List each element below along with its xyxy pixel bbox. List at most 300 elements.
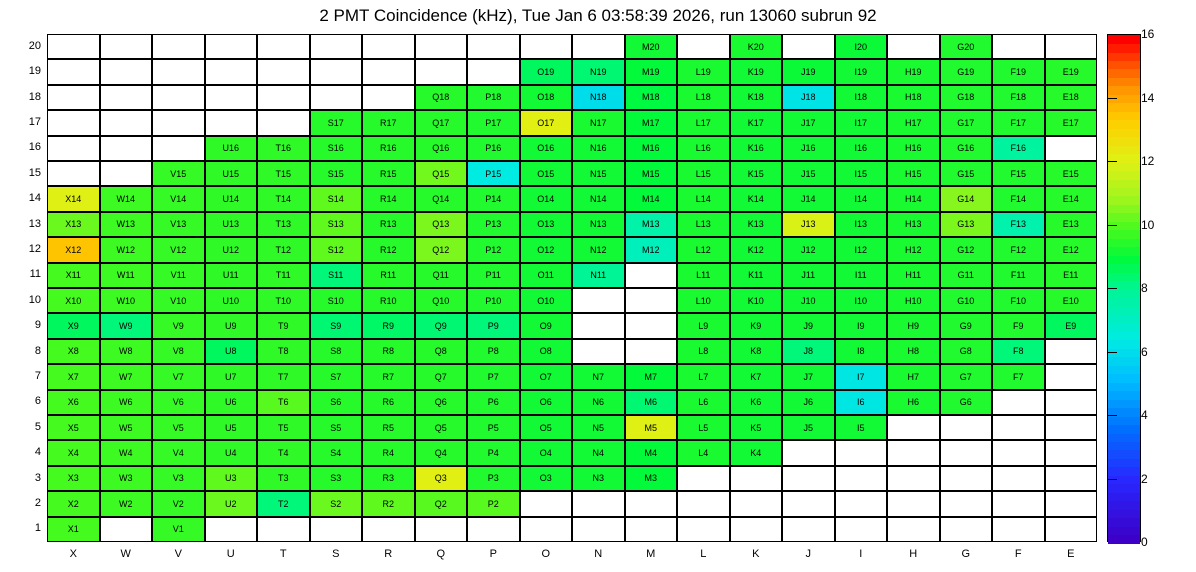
heatmap-cell: K13 — [730, 212, 783, 237]
heatmap-cell: J11 — [782, 263, 835, 288]
colorbar-segment — [1108, 424, 1140, 433]
heatmap-cell: V7 — [152, 364, 205, 389]
heatmap-cell: Q7 — [415, 364, 468, 389]
heatmap-cell: K17 — [730, 110, 783, 135]
colorbar-segment — [1108, 441, 1140, 450]
column-tick-label: W — [120, 548, 131, 560]
heatmap-cell: T6 — [257, 390, 310, 415]
heatmap-cell: T9 — [257, 313, 310, 338]
heatmap-cell: H8 — [887, 339, 940, 364]
column-tick-label: P — [489, 548, 497, 560]
colorbar-segment — [1108, 264, 1140, 273]
heatmap-cell: W13 — [100, 212, 153, 237]
heatmap-cell-empty — [677, 517, 730, 542]
heatmap-cell: W6 — [100, 390, 153, 415]
colorbar-segment — [1108, 238, 1140, 247]
heatmap-cell: E14 — [1045, 186, 1098, 211]
heatmap-cell: R13 — [362, 212, 415, 237]
heatmap-cell: W2 — [100, 491, 153, 516]
heatmap-cell: K10 — [730, 288, 783, 313]
heatmap-cell: F19 — [992, 59, 1045, 84]
heatmap-cell: O9 — [520, 313, 573, 338]
heatmap-cell: I20 — [835, 34, 888, 59]
heatmap-cell: J12 — [782, 237, 835, 262]
heatmap-cell: H11 — [887, 263, 940, 288]
colorbar-segment — [1108, 289, 1140, 298]
heatmap-cell: T11 — [257, 263, 310, 288]
heatmap-cell: K4 — [730, 440, 783, 465]
heatmap-cell: W12 — [100, 237, 153, 262]
heatmap-cell: N4 — [572, 440, 625, 465]
heatmap-cell: X4 — [47, 440, 100, 465]
heatmap-cell-empty — [467, 59, 520, 84]
heatmap-cell: L17 — [677, 110, 730, 135]
heatmap-cell: M3 — [625, 466, 678, 491]
heatmap-cell: H17 — [887, 110, 940, 135]
heatmap-cell: K6 — [730, 390, 783, 415]
heatmap-cell: G14 — [940, 186, 993, 211]
heatmap-cell: Q10 — [415, 288, 468, 313]
heatmap-cell: X2 — [47, 491, 100, 516]
heatmap-cell: W14 — [100, 186, 153, 211]
heatmap-cell: T12 — [257, 237, 310, 262]
colorbar-segment — [1108, 433, 1140, 442]
heatmap-cell: X6 — [47, 390, 100, 415]
heatmap-cell: V12 — [152, 237, 205, 262]
heatmap-cell: M4 — [625, 440, 678, 465]
heatmap-cell-empty — [1045, 136, 1098, 161]
heatmap-cell: F14 — [992, 186, 1045, 211]
heatmap-cell: L16 — [677, 136, 730, 161]
heatmap-cell: L10 — [677, 288, 730, 313]
heatmap-cell-empty — [310, 34, 363, 59]
heatmap-cell-empty — [992, 466, 1045, 491]
colorbar-segment — [1108, 69, 1140, 78]
heatmap-cell-empty — [47, 110, 100, 135]
heatmap-cell-empty — [152, 110, 205, 135]
heatmap-cell: R11 — [362, 263, 415, 288]
heatmap-cell-empty — [835, 466, 888, 491]
colorbar-tick-label: 2 — [1141, 471, 1148, 486]
colorbar-segment — [1108, 475, 1140, 484]
heatmap-cell: R12 — [362, 237, 415, 262]
column-tick-label: U — [226, 548, 235, 560]
heatmap-cell: L8 — [677, 339, 730, 364]
colorbar-segment — [1108, 137, 1140, 146]
colorbar-segment — [1108, 204, 1140, 213]
heatmap-cell-empty — [310, 59, 363, 84]
heatmap-cell: O7 — [520, 364, 573, 389]
heatmap-cell-empty — [47, 136, 100, 161]
heatmap-cell: V2 — [152, 491, 205, 516]
heatmap-cell: S8 — [310, 339, 363, 364]
colorbar-tick-label: 8 — [1141, 281, 1148, 295]
heatmap-cell: I16 — [835, 136, 888, 161]
heatmap-cell: Q2 — [415, 491, 468, 516]
row-tick-label: 19 — [28, 65, 41, 78]
heatmap-cell: U5 — [205, 415, 258, 440]
heatmap-cell: H13 — [887, 212, 940, 237]
heatmap-cell: L4 — [677, 440, 730, 465]
heatmap-cell: X5 — [47, 415, 100, 440]
heatmap-cell-empty — [362, 85, 415, 110]
heatmap-cell: W4 — [100, 440, 153, 465]
heatmap-cell: O16 — [520, 136, 573, 161]
heatmap-cell: R6 — [362, 390, 415, 415]
column-tick-label: G — [961, 548, 971, 560]
colorbar-tick-mark — [1107, 225, 1117, 226]
colorbar-tick-mark — [1107, 288, 1117, 289]
heatmap-cell: G9 — [940, 313, 993, 338]
heatmap-cell: I11 — [835, 263, 888, 288]
heatmap-cell: X10 — [47, 288, 100, 313]
heatmap-cell: I7 — [835, 364, 888, 389]
heatmap-cell-empty — [1045, 440, 1098, 465]
heatmap-cell-empty — [362, 59, 415, 84]
row-tick-label: 10 — [28, 293, 41, 306]
heatmap-cell: O11 — [520, 263, 573, 288]
heatmap-cell: N18 — [572, 85, 625, 110]
heatmap-cell: O18 — [520, 85, 573, 110]
heatmap-cell: P13 — [467, 212, 520, 237]
heatmap-cell-empty — [992, 34, 1045, 59]
heatmap-cell: N5 — [572, 415, 625, 440]
heatmap-cell: F7 — [992, 364, 1045, 389]
colorbar-segment — [1108, 247, 1140, 256]
heatmap-cell-empty — [1045, 364, 1098, 389]
heatmap-cell-empty — [1045, 390, 1098, 415]
heatmap-cell: E17 — [1045, 110, 1098, 135]
column-tick-label: S — [332, 548, 340, 560]
heatmap-cell-empty — [257, 85, 310, 110]
heatmap-cell: K14 — [730, 186, 783, 211]
heatmap-cell: T8 — [257, 339, 310, 364]
heatmap-cell-empty — [362, 517, 415, 542]
heatmap-cell-empty — [1045, 34, 1098, 59]
heatmap-cell: Q14 — [415, 186, 468, 211]
heatmap-cell: I13 — [835, 212, 888, 237]
heatmap-cell: L5 — [677, 415, 730, 440]
page-title: 2 PMT Coincidence (kHz), Tue Jan 6 03:58:39 2026, run 13060 subrun 92 — [319, 6, 877, 25]
heatmap-cell-empty — [992, 440, 1045, 465]
heatmap-cell-empty — [257, 34, 310, 59]
heatmap-cell-empty — [782, 440, 835, 465]
heatmap-cell: I9 — [835, 313, 888, 338]
column-tick-label: I — [859, 548, 863, 560]
heatmap-cell: I10 — [835, 288, 888, 313]
heatmap-cell: G10 — [940, 288, 993, 313]
heatmap-cell: Q5 — [415, 415, 468, 440]
colorbar-tick-label: 6 — [1141, 344, 1148, 359]
colorbar-segment — [1108, 306, 1140, 315]
heatmap-cell: X8 — [47, 339, 100, 364]
heatmap-cell-empty — [415, 34, 468, 59]
heatmap-cell: R9 — [362, 313, 415, 338]
heatmap-cell: N16 — [572, 136, 625, 161]
heatmap-cell: N12 — [572, 237, 625, 262]
colorbar-segment — [1108, 314, 1140, 323]
heatmap-cell-empty — [520, 491, 573, 516]
colorbar-tick-mark — [1107, 352, 1117, 353]
heatmap-cell: T7 — [257, 364, 310, 389]
heatmap-cell-empty — [467, 517, 520, 542]
heatmap-cell-empty — [572, 491, 625, 516]
heatmap-cell: J15 — [782, 161, 835, 186]
heatmap-cell: E10 — [1045, 288, 1098, 313]
column-tick-label: L — [700, 548, 707, 560]
heatmap-cell: G11 — [940, 263, 993, 288]
heatmap-cell: X14 — [47, 186, 100, 211]
heatmap-cell: U15 — [205, 161, 258, 186]
heatmap-plot — [47, 34, 1097, 542]
heatmap-cell: N6 — [572, 390, 625, 415]
heatmap-cell: I17 — [835, 110, 888, 135]
heatmap-cell-empty — [677, 466, 730, 491]
heatmap-cell-empty — [625, 313, 678, 338]
heatmap-cell-empty — [100, 136, 153, 161]
colorbar-segment — [1108, 120, 1140, 129]
heatmap-cell: X12 — [47, 237, 100, 262]
heatmap-cell: E12 — [1045, 237, 1098, 262]
heatmap-cell: V11 — [152, 263, 205, 288]
colorbar-tick-mark — [1107, 161, 1117, 162]
heatmap-cell: I12 — [835, 237, 888, 262]
heatmap-cell: I19 — [835, 59, 888, 84]
heatmap-cell: G19 — [940, 59, 993, 84]
column-tick-label: K — [752, 548, 760, 560]
heatmap-cell-empty — [1045, 466, 1098, 491]
heatmap-cell: R17 — [362, 110, 415, 135]
row-tick-label: 2 — [34, 496, 41, 509]
heatmap-cell: M13 — [625, 212, 678, 237]
colorbar-tick-mark — [1107, 98, 1117, 99]
heatmap-cell: F12 — [992, 237, 1045, 262]
heatmap-cell: S9 — [310, 313, 363, 338]
heatmap-cell: G20 — [940, 34, 993, 59]
heatmap-cell: H10 — [887, 288, 940, 313]
heatmap-cell-empty — [152, 34, 205, 59]
heatmap-cell: G13 — [940, 212, 993, 237]
heatmap-cell-empty — [625, 263, 678, 288]
heatmap-cell: Q3 — [415, 466, 468, 491]
heatmap-cell: T4 — [257, 440, 310, 465]
heatmap-cell: U13 — [205, 212, 258, 237]
heatmap-cell: N19 — [572, 59, 625, 84]
heatmap-cell: V5 — [152, 415, 205, 440]
colorbar-segment — [1108, 340, 1140, 349]
row-tick-label: 1 — [34, 522, 41, 535]
colorbar-segment — [1108, 230, 1140, 239]
heatmap-cell: Q4 — [415, 440, 468, 465]
heatmap-cell: W3 — [100, 466, 153, 491]
heatmap-cell: W7 — [100, 364, 153, 389]
heatmap-cell: S17 — [310, 110, 363, 135]
row-tick-label: 20 — [28, 39, 41, 52]
heatmap-cell: P4 — [467, 440, 520, 465]
heatmap-cell: H18 — [887, 85, 940, 110]
heatmap-cell: P7 — [467, 364, 520, 389]
heatmap-cell: I8 — [835, 339, 888, 364]
colorbar-segment — [1108, 357, 1140, 366]
colorbar-segment — [1108, 323, 1140, 332]
row-tick-label: 14 — [28, 192, 41, 205]
heatmap-cell: L15 — [677, 161, 730, 186]
heatmap-cell: O19 — [520, 59, 573, 84]
colorbar-segment — [1108, 399, 1140, 408]
row-tick-label: 5 — [34, 420, 41, 433]
heatmap-cell: O15 — [520, 161, 573, 186]
heatmap-cell: T2 — [257, 491, 310, 516]
heatmap-cell: S2 — [310, 491, 363, 516]
colorbar-segment — [1108, 77, 1140, 86]
heatmap-cell: W9 — [100, 313, 153, 338]
colorbar-segment — [1108, 518, 1140, 527]
heatmap-cell: P16 — [467, 136, 520, 161]
heatmap-cell: N11 — [572, 263, 625, 288]
heatmap-cell-empty — [100, 161, 153, 186]
colorbar-segment — [1108, 187, 1140, 196]
heatmap-cell: U4 — [205, 440, 258, 465]
heatmap-cell: G8 — [940, 339, 993, 364]
heatmap-cell-empty — [310, 85, 363, 110]
heatmap-cell: T15 — [257, 161, 310, 186]
heatmap-cell: Q9 — [415, 313, 468, 338]
heatmap-cell: M5 — [625, 415, 678, 440]
heatmap-cell-empty — [205, 59, 258, 84]
heatmap-cell: P9 — [467, 313, 520, 338]
heatmap-cell: O8 — [520, 339, 573, 364]
heatmap-cell-empty — [1045, 517, 1098, 542]
heatmap-cell: J13 — [782, 212, 835, 237]
heatmap-cell-empty — [572, 34, 625, 59]
row-tick-label: 11 — [29, 268, 41, 281]
colorbar-tick-label: 4 — [1141, 408, 1148, 422]
colorbar-segment — [1108, 391, 1140, 400]
heatmap-cell: X3 — [47, 466, 100, 491]
heatmap-cell: I6 — [835, 390, 888, 415]
heatmap-cell-empty — [310, 517, 363, 542]
colorbar-segment — [1108, 348, 1140, 357]
heatmap-cell: U7 — [205, 364, 258, 389]
heatmap-cell: K12 — [730, 237, 783, 262]
heatmap-cell: M12 — [625, 237, 678, 262]
heatmap-cell-empty — [625, 339, 678, 364]
heatmap-cell: P18 — [467, 85, 520, 110]
heatmap-cell-empty — [992, 415, 1045, 440]
heatmap-cell: R10 — [362, 288, 415, 313]
row-tick-label: 15 — [28, 166, 41, 179]
heatmap-cell-empty — [100, 85, 153, 110]
row-tick-label: 9 — [34, 319, 41, 332]
column-tick-label: V — [174, 548, 182, 560]
heatmap-cell: T5 — [257, 415, 310, 440]
heatmap-cell-empty — [835, 491, 888, 516]
heatmap-cell: M19 — [625, 59, 678, 84]
heatmap-cell: K5 — [730, 415, 783, 440]
heatmap-cell: U12 — [205, 237, 258, 262]
heatmap-cell: U9 — [205, 313, 258, 338]
heatmap-cell-empty — [887, 466, 940, 491]
heatmap-cell-empty — [835, 440, 888, 465]
heatmap-cell: E18 — [1045, 85, 1098, 110]
heatmap-cell: H15 — [887, 161, 940, 186]
heatmap-cell: Q6 — [415, 390, 468, 415]
heatmap-cell: F17 — [992, 110, 1045, 135]
colorbar-segment — [1108, 86, 1140, 95]
heatmap-cell: S6 — [310, 390, 363, 415]
colorbar-segment — [1108, 170, 1140, 179]
heatmap-cell: P12 — [467, 237, 520, 262]
heatmap-cell: V14 — [152, 186, 205, 211]
heatmap-cell: R5 — [362, 415, 415, 440]
heatmap-cell: W11 — [100, 263, 153, 288]
heatmap-cell: Q13 — [415, 212, 468, 237]
colorbar-segment — [1108, 111, 1140, 120]
colorbar-segment — [1108, 255, 1140, 264]
heatmap-cell: N7 — [572, 364, 625, 389]
heatmap-cell: F15 — [992, 161, 1045, 186]
colorbar-segment — [1108, 179, 1140, 188]
row-tick-label: 16 — [28, 141, 41, 154]
colorbar-segment — [1108, 35, 1140, 44]
heatmap-cell: U11 — [205, 263, 258, 288]
heatmap-cell-empty — [992, 390, 1045, 415]
heatmap-cell: F8 — [992, 339, 1045, 364]
heatmap-cell: J16 — [782, 136, 835, 161]
heatmap-cell-empty — [415, 517, 468, 542]
colorbar-tick-label: 12 — [1141, 154, 1155, 168]
heatmap-cell: M14 — [625, 186, 678, 211]
heatmap-cell: T3 — [257, 466, 310, 491]
heatmap-cell: G18 — [940, 85, 993, 110]
heatmap-cell: F13 — [992, 212, 1045, 237]
heatmap-cell: M17 — [625, 110, 678, 135]
row-tick-label: 13 — [28, 217, 41, 230]
colorbar-segment — [1108, 501, 1140, 510]
heatmap-cell: G7 — [940, 364, 993, 389]
heatmap-cell-empty — [47, 34, 100, 59]
heatmap-cell: R4 — [362, 440, 415, 465]
heatmap-cell: L9 — [677, 313, 730, 338]
heatmap-cell-empty — [1045, 415, 1098, 440]
heatmap-cell-empty — [782, 491, 835, 516]
heatmap-cell: K18 — [730, 85, 783, 110]
heatmap-cell-empty — [887, 491, 940, 516]
colorbar-segment — [1108, 297, 1140, 306]
heatmap-cell: M7 — [625, 364, 678, 389]
column-tick-label: E — [1067, 548, 1075, 560]
heatmap-cell: O10 — [520, 288, 573, 313]
heatmap-cell: L6 — [677, 390, 730, 415]
heatmap-cell-empty — [677, 34, 730, 59]
heatmap-cell: F9 — [992, 313, 1045, 338]
heatmap-cell: K16 — [730, 136, 783, 161]
heatmap-cell: J6 — [782, 390, 835, 415]
heatmap-cell: P6 — [467, 390, 520, 415]
heatmap-cell: E19 — [1045, 59, 1098, 84]
heatmap-cell-empty — [940, 440, 993, 465]
heatmap-cell: R16 — [362, 136, 415, 161]
heatmap-cell: Q17 — [415, 110, 468, 135]
heatmap-cell-empty — [625, 517, 678, 542]
heatmap-cell: L18 — [677, 85, 730, 110]
heatmap-cell-empty — [47, 85, 100, 110]
heatmap-cell: G12 — [940, 237, 993, 262]
heatmap-cell-empty — [887, 415, 940, 440]
heatmap-cell: H9 — [887, 313, 940, 338]
heatmap-cell: M6 — [625, 390, 678, 415]
heatmap-cell: V6 — [152, 390, 205, 415]
